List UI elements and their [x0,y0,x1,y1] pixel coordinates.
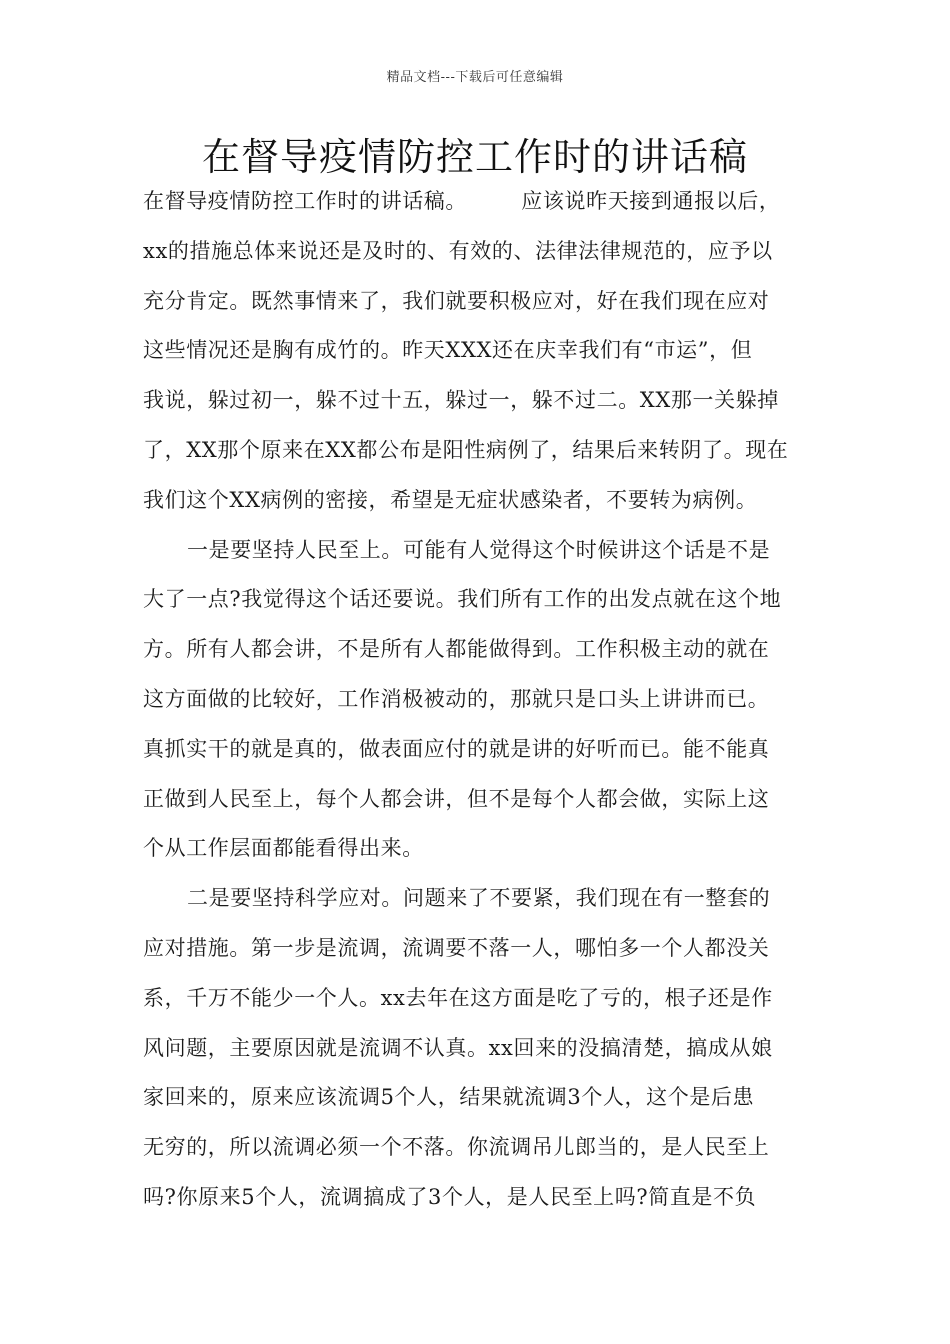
text-line: 正做到人民至上，每个人都会讲，但不是每个人都会做，实际上这 [143,786,770,811]
text-line: 我说，躲过初一，躲不过十五，躲过一，躲不过二。XX那一关躲掉 [143,388,779,413]
text-line: 吗?你原来5个人，流调搞成了3个人，是人民至上吗?简直是不负 [143,1184,757,1209]
text-line: xx的措施总体来说还是及时的、有效的、法律法律规范的，应予以 [143,238,773,263]
header-note: 精品文档---下载后可任意编辑 [386,70,564,85]
document-body [143,179,808,1225]
text-line: 真抓实干的就是真的，做表面应付的就是讲的好听而已。能不能真 [143,736,770,761]
text-line: 充分肯定。既然事情来了，我们就要积极应对，好在我们现在应对 [143,288,770,313]
text-line: 应对措施。第一步是流调，流调要不落一人，哪怕多一个人都没关 [143,935,770,960]
document-title: 在督导疫情防控工作时的讲话稿 [201,135,748,179]
text-line: 了，XX那个原来在XX都公布是阳性病例了，结果后来转阴了。现在 [143,437,789,462]
paragraph-first-line: 二是要坚持科学应对。问题来了不要紧，我们现在有一整套的 [187,886,771,911]
text-line: 我们这个XX病例的密接，希望是无症状感染者，不要转为病例。 [143,487,758,512]
text-line: 这些情况还是胸有成竹的。昨天XXX还在庆幸我们有“市运”，但 [143,338,753,363]
text-line: 方。所有人都会讲，不是所有人都能做得到。工作积极主动的就在 [143,637,770,662]
text-line: 这方面做的比较好，工作消极被动的，那就只是口头上讲讲而已。 [143,686,770,711]
text-line: 家回来的，原来应该流调5个人，结果就流调3个人，这个是后患 [143,1085,755,1110]
paragraph-first-line: 一是要坚持人民至上。可能有人觉得这个时候讲这个话是不是 [187,537,771,562]
text-line: 在督导疫情防控工作时的讲话稿。 应该说昨天接到通报以后， [143,189,781,213]
text-line: 个从工作层面都能看得出来。 [143,836,424,861]
text-line: 风问题，主要原因就是流调不认真。xx回来的没搞清楚，搞成从娘 [143,1035,773,1060]
text-line: 系，千万不能少一个人。xx去年在这方面是吃了亏的，根子还是作 [143,985,773,1010]
text-line: 无穷的，所以流调必须一个不落。你流调吊儿郎当的，是人民至上 [143,1135,770,1160]
text-line: 大了一点?我觉得这个话还要说。我们所有工作的出发点就在这个地 [143,587,782,612]
